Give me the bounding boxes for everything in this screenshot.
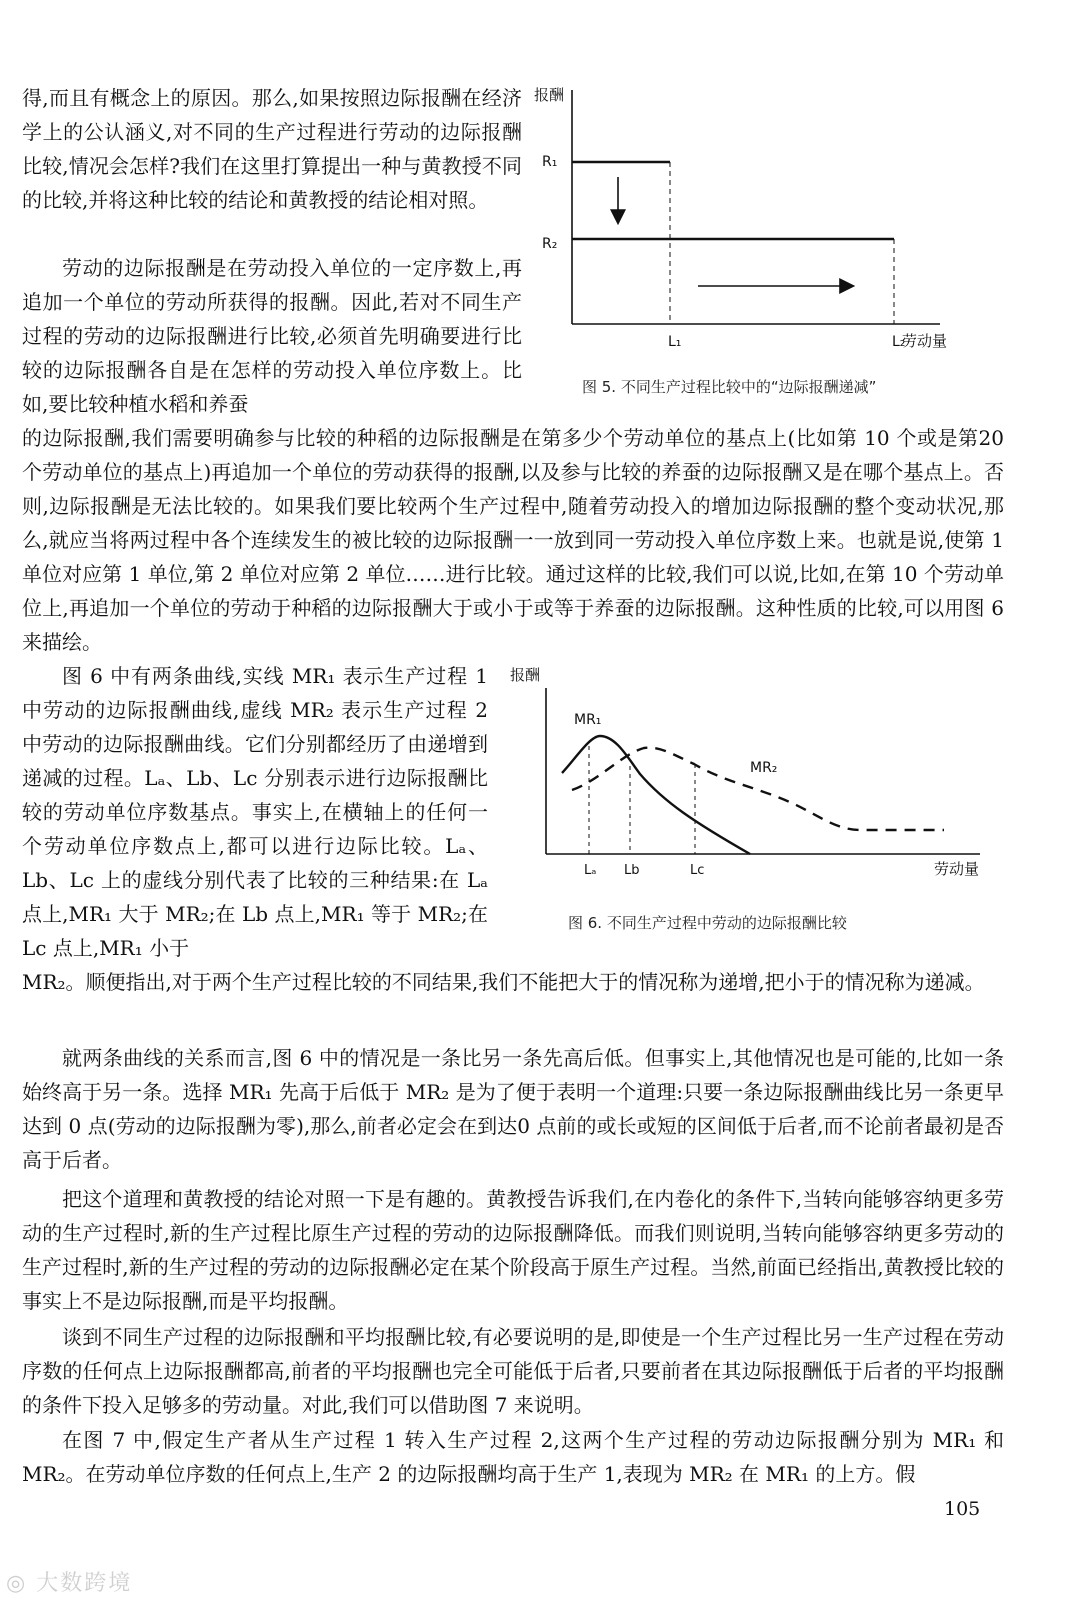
paragraph-5: 把这个道理和黄教授的结论对照一下是有趣的。黄教授告诉我们,在内卷化的条件下,当转向能够容纳更多劳动的生产过程时,新的生产过程比原生产过程的劳动的边际报酬降低。而我们则说明,当转向能够容纳更多劳动的生产过程时,新的生产过程的劳动的边际报酬必定在某个阶段高于原生产过程。当然,前面已经指出,黄教授比较的事实上不是边际报酬,而是平均报酬。 <box>22 1187 1004 1313</box>
figure-6-plot <box>504 662 1004 892</box>
fig5-l1-label: L₁ <box>668 334 682 350</box>
figure-6 <box>504 662 1004 892</box>
watermark <box>6 1566 132 1597</box>
figure-5-plot <box>530 78 960 378</box>
fig5-x-label: 劳动量 <box>902 332 948 350</box>
fig5-l2-label: L₂ <box>892 334 906 350</box>
paragraph-3-top: 图 6 中有两条曲线,实线 MR₁ 表示生产过程 1 中劳动的边际报酬曲线,虚线 MR₂ 表示生产过程 2 中劳动的边际报酬曲线。它们分别都经历了由递增到递减的过程。Lₐ、Lb、Lc 分别表示进行边际报酬比较的劳动单位序数基点。事实上,在横轴上的任何一个劳动单位序数点上,都可以进行边际比较。Lₐ、Lb、Lc 上的虚线分别代表了比较的三种结果:在 Lₐ 点上,MR₁ 大于 MR₂;在 Lb 点上,MR₁ 等于 MR₂;在 Lc 点上,MR₁ 小于 <box>22 664 488 960</box>
fig5-r2-label: R₂ <box>542 236 558 252</box>
fig6-y-label: 报酬 <box>510 666 541 684</box>
paragraph-6: 谈到不同生产过程的边际报酬和平均报酬比较,有必要说明的是,即使是一个生产过程比另一生产过程在劳动序数的任何点上边际报酬都高,前者的平均报酬也完全可能低于后者,只要前者在其边际报酬低于后者的平均报酬的条件下投入足够多的劳动量。对此,我们可以借助图 7 来说明。 <box>22 1325 1004 1417</box>
fig6-mr1-label: MR₁ <box>574 712 602 728</box>
fig6-lb-label: Lb <box>624 863 640 878</box>
fig5-r1-label: R₁ <box>542 154 558 170</box>
fig6-la-label: Lₐ <box>584 863 597 878</box>
fig6-mr2-label: MR₂ <box>750 760 778 776</box>
paragraph-1: 得,而且有概念上的原因。那么,如果按照边际报酬在经济学上的公认涵义,对不同的生产过程进行劳动的边际报酬比较,情况会怎样?我们在这里打算提出一种与黄教授不同的比较,并将这种比较的结论和黄教授的结论相对照。 <box>22 86 522 212</box>
figure-5 <box>530 78 960 378</box>
page-number: 105 <box>944 1498 981 1520</box>
paragraph-2-top: 劳动的边际报酬是在劳动投入单位的一定序数上,再追加一个单位的劳动所获得的报酬。因此,若对不同生产过程的劳动的边际报酬进行比较,必须首先明确要进行比较的边际报酬各自是在怎样的劳动投入单位序数上。比如,要比较种植水稻和养蚕 <box>22 256 522 416</box>
watermark-logo-icon: ◎ <box>6 1571 37 1596</box>
watermark-text: 大数跨境 <box>36 1571 133 1596</box>
fig5-y-label: 报酬 <box>534 86 565 104</box>
paragraph-7: 在图 7 中,假定生产者从生产过程 1 转入生产过程 2,这两个生产过程的劳动边际报酬分别为 MR₁ 和 MR₂。在劳动单位序数的任何点上,生产 2 的边际报酬均高于生产 1,表现为 MR₂ 在 MR₁ 的上方。假 <box>22 1428 1004 1486</box>
figure-6-caption: 图 6. 不同生产过程中劳动的边际报酬比较 <box>568 914 847 932</box>
paragraph-2-bottom: 的边际报酬,我们需要明确参与比较的种稻的边际报酬是在第多少个劳动单位的基点上(比如第 10 个或是第20 个劳动单位的基点上)再追加一个单位的劳动获得的报酬,以及参与比较的养蚕的边际报酬又是在哪个基点上。否则,边际报酬是无法比较的。如果我们要比较两个生产过程中,随着劳动投入的增加边际报酬的整个变动状况,那么,就应当将两过程中各个连续发生的被比较的边际报酬一一放到同一劳动投入单位序数上来。也就是说,使第 1 单位对应第 1 单位,第 2 单位对应第 2 单位……进行比较。通过这样的比较,我们可以说,比如,在第 10 个劳动单位上,再追加一个单位的劳动于种稻的边际报酬大于或小于或等于养蚕的边际报酬。这种性质的比较,可以用图 6 来描绘。 <box>22 426 1004 654</box>
fig6-mr1-curve <box>562 736 750 854</box>
paragraph-4: 就两条曲线的关系而言,图 6 中的情况是一条比另一条先高后低。但事实上,其他情况也是可能的,比如一条始终高于另一条。选择 MR₁ 先高于后低于 MR₂ 是为了便于表明一个道理:只要一条边际报酬曲线比另一条更早达到 0 点(劳动的边际报酬为零),那么,前者必定会在到达0 点前的或长或短的区间低于后者,而不论前者最初是否高于后者。 <box>22 1046 1004 1172</box>
paragraph-3-bottom: MR₂。顺便指出,对于两个生产过程比较的不同结果,我们不能把大于的情况称为递增,把小于的情况称为递减。 <box>22 970 985 994</box>
fig6-x-label: 劳动量 <box>934 860 980 878</box>
figure-5-caption: 图 5. 不同生产过程比较中的“边际报酬递减” <box>582 378 877 396</box>
fig6-lc-label: Lc <box>690 863 705 878</box>
